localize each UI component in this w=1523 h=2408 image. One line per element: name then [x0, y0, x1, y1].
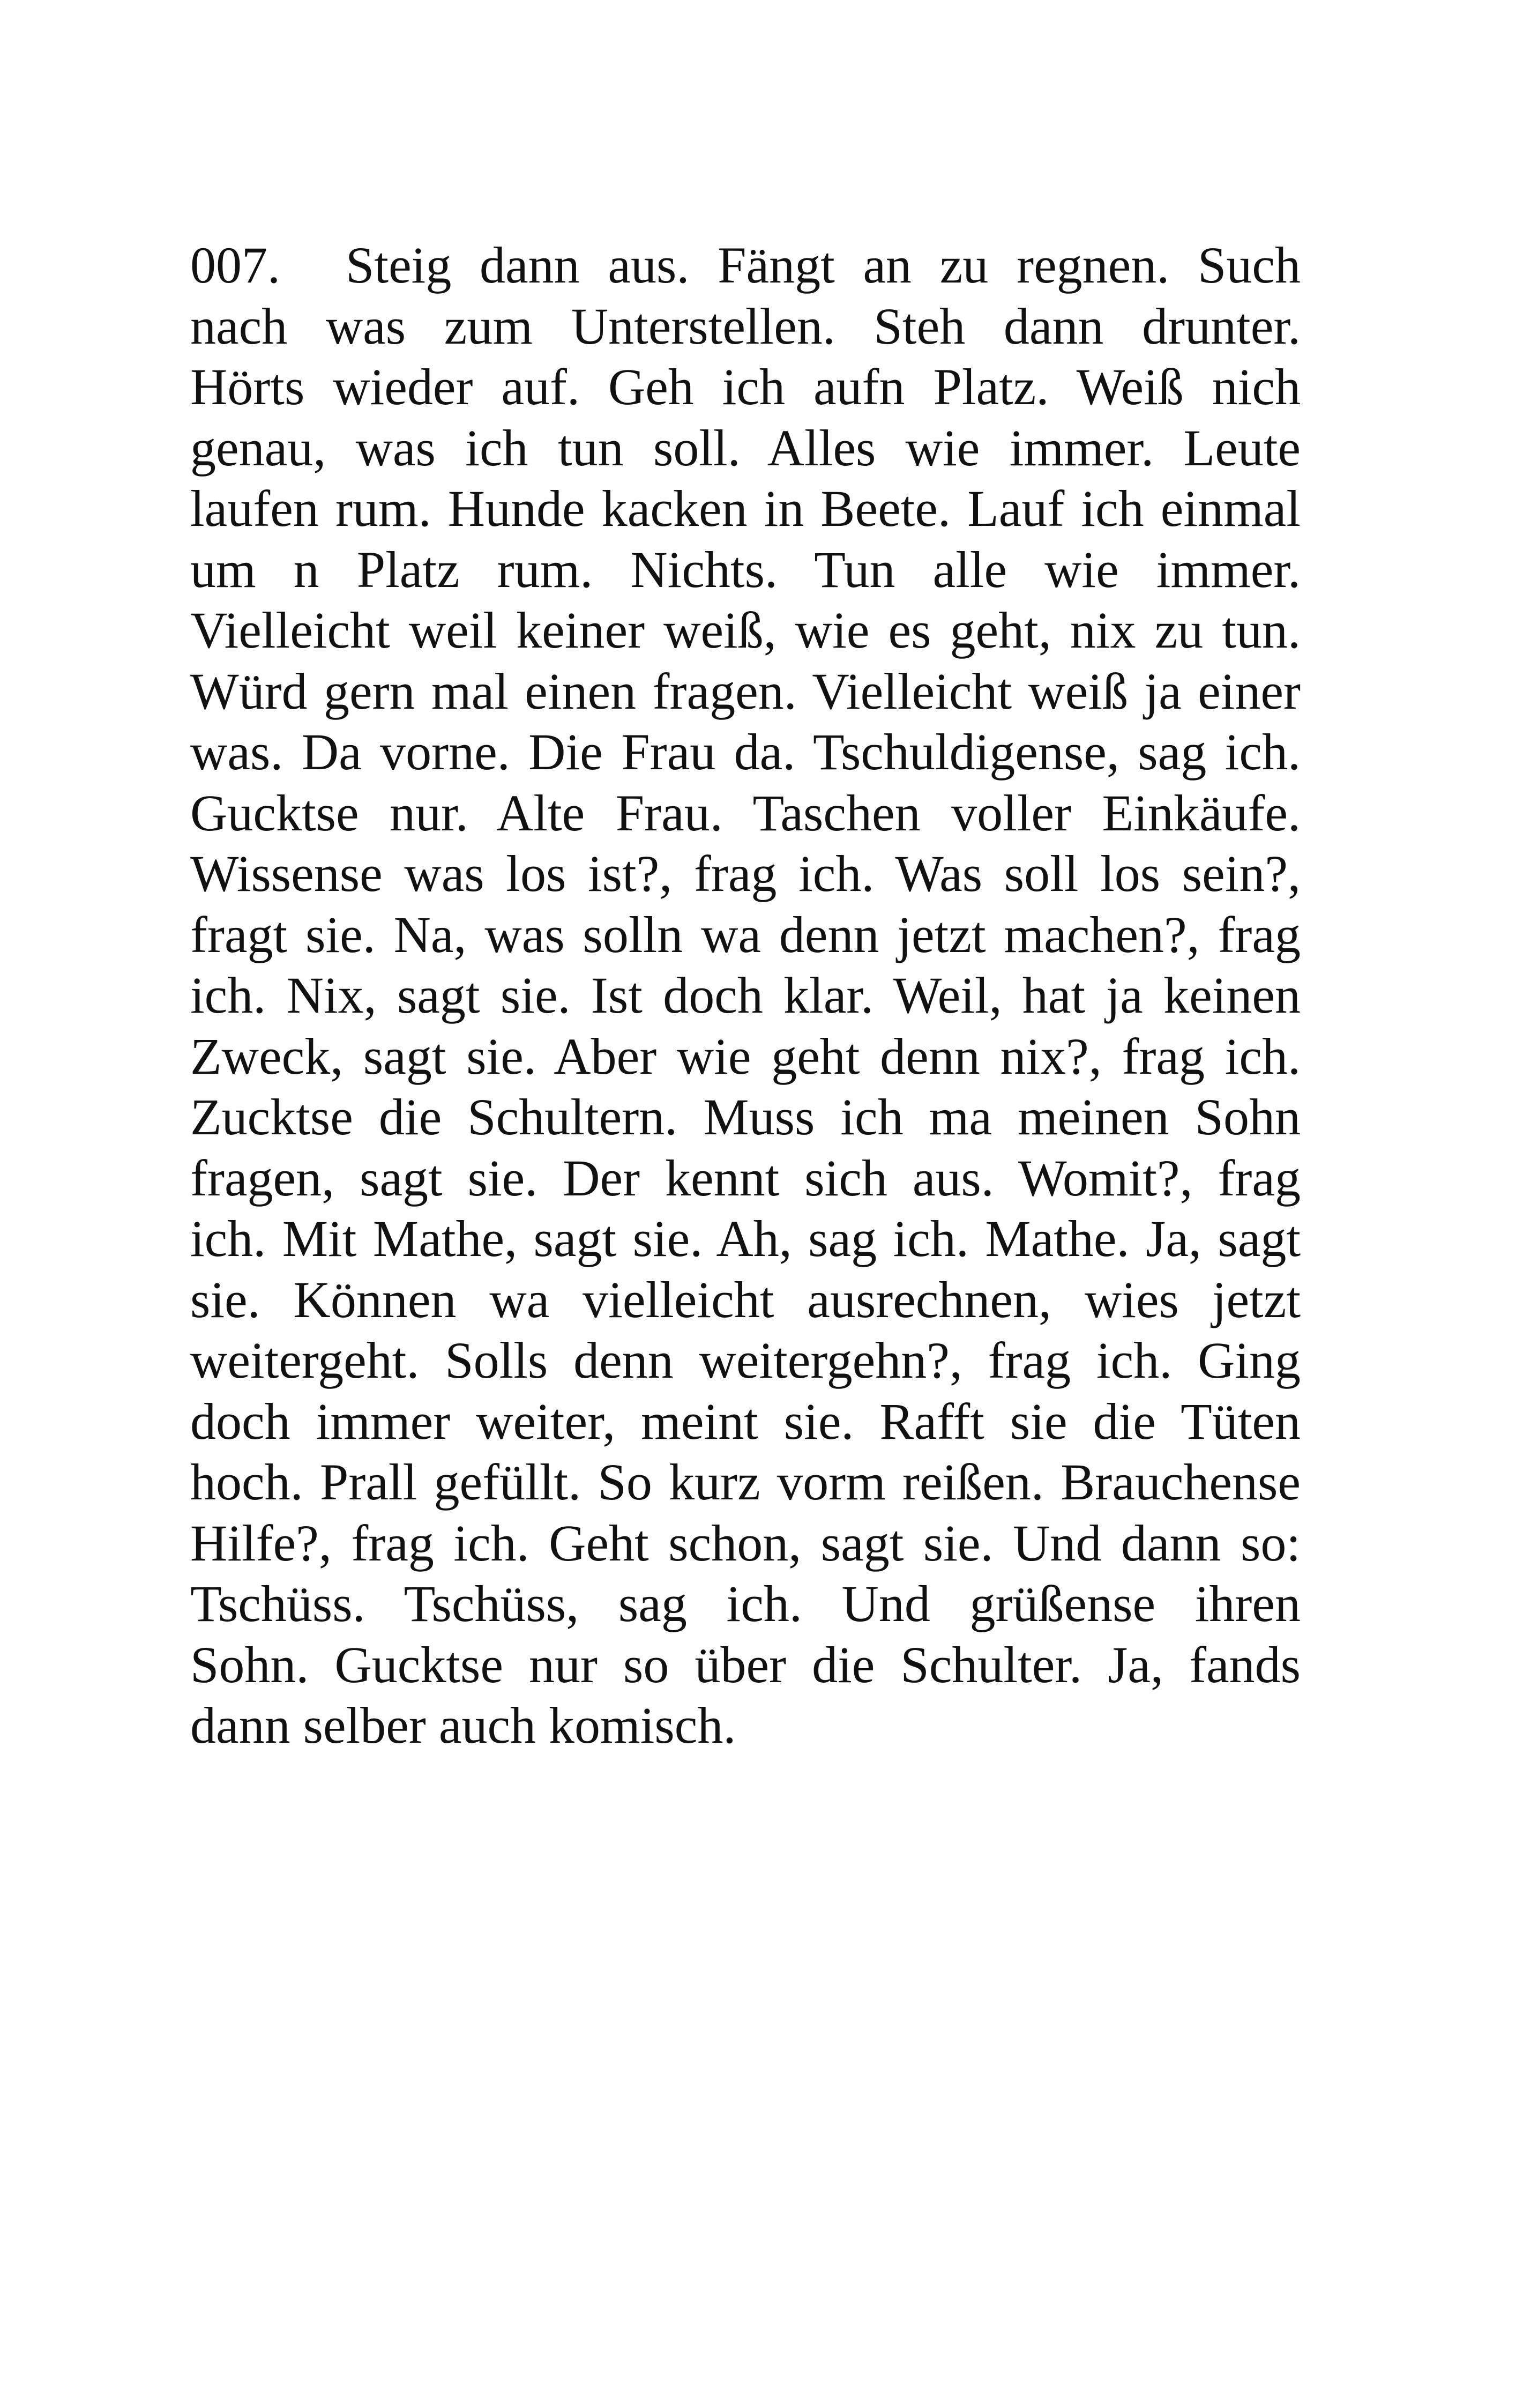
text-line-12: fragt sie. Na, was solln wa denn jetzt machen?, frag: [190, 905, 1301, 963]
text-line-13: ich. Nix, sagt sie. Ist doch klar. Weil, hat ja keinen: [190, 967, 1301, 1024]
text-line-10: Gucktse nur. Alte Frau. Taschen voller Einkäufe.: [190, 784, 1301, 842]
text-line-1: [190, 235, 1301, 296]
text-line-11: Wissense was los ist?, frag ich. Was soll los sein?,: [190, 845, 1301, 902]
text-line-19: weitergeht. Solls denn weitergehn?, frag ich. Ging: [190, 1332, 1301, 1389]
text-line-20: doch immer weiter, meint sie. Rafft sie die Tüten: [190, 1392, 1301, 1450]
text-line-2: nach was zum Unterstellen. Steh dann drunter.: [190, 297, 1301, 355]
text-line-23: Tschüss. Tschüss, sag ich. Und grüßense ihren: [190, 1575, 1301, 1632]
text-line-6: um n Platz rum. Nichts. Tun alle wie immer.: [190, 540, 1301, 598]
text-line-21: hoch. Prall gefüllt. So kurz vorm reißen. Brauchense: [190, 1453, 1301, 1511]
text-line-1-content: Steig dann aus. Fängt an zu regnen. Such: [346, 236, 1301, 294]
text-line-22: Hilfe?, frag ich. Geht schon, sagt sie. Und dann so:: [190, 1514, 1301, 1572]
text-line-15: Zucktse die Schultern. Muss ich ma meinen Sohn: [190, 1088, 1301, 1146]
text-line-16: fragen, sagt sie. Der kennt sich aus. Womit?, frag: [190, 1149, 1301, 1207]
text-line-4: genau, was ich tun soll. Alles wie immer. Leute: [190, 419, 1301, 477]
text-line-3: Hörts wieder auf. Geh ich aufn Platz. Weiß nich: [190, 358, 1301, 415]
text-line-18: sie. Können wa vielleicht ausrechnen, wies jetzt: [190, 1270, 1301, 1328]
text-line-5: laufen rum. Hunde kacken in Beete. Lauf ich einmal: [190, 480, 1301, 537]
text-line-7: Vielleicht weil keiner weiß, wie es geht, nix zu tun.: [190, 601, 1301, 659]
text-line-9: was. Da vorne. Die Frau da. Tschuldigense, sag ich.: [190, 723, 1301, 781]
text-line-14: Zweck, sagt sie. Aber wie geht denn nix?, frag ich.: [190, 1027, 1301, 1085]
text-line-17: ich. Mit Mathe, sagt sie. Ah, sag ich. Mathe. Ja, sagt: [190, 1210, 1301, 1267]
text-line-8: Würd gern mal einen fragen. Vielleicht weiß ja einer: [190, 662, 1301, 720]
paragraph-007: [190, 235, 1301, 1756]
paragraph-number: 007.: [190, 236, 280, 294]
text-line-25: dann selber auch komisch.: [190, 1697, 736, 1754]
text-line-24: Sohn. Gucktse nur so über die Schulter. Ja, fands: [190, 1636, 1301, 1693]
